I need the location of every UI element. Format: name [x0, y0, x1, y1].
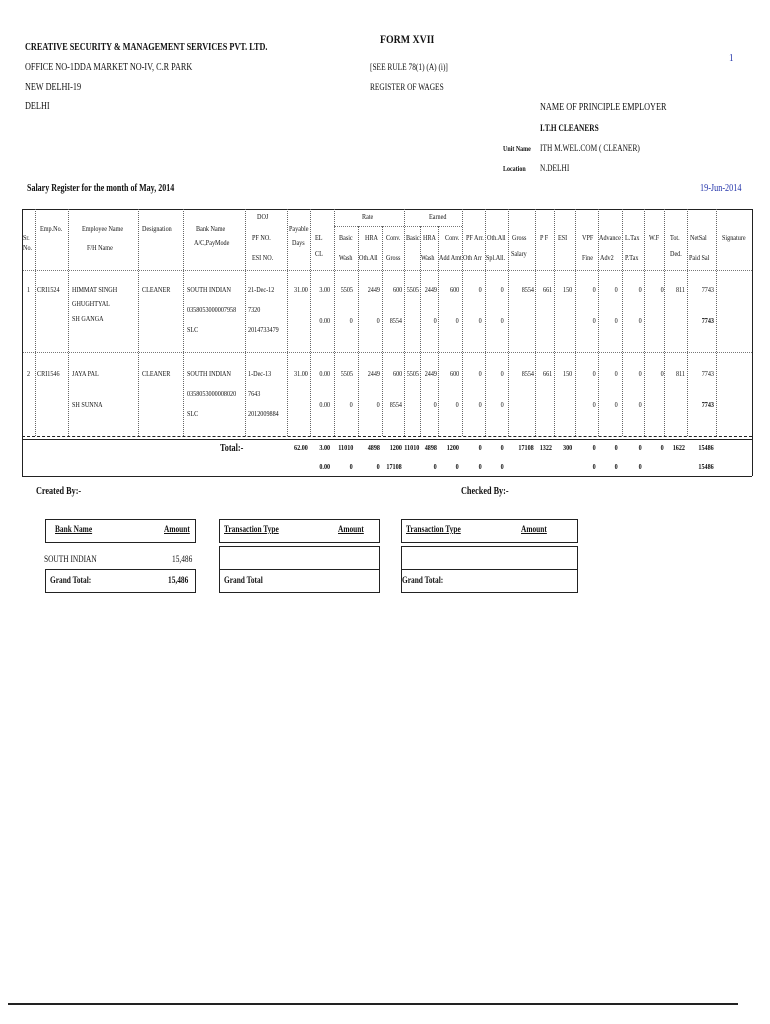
row-pf: 661 — [542, 369, 552, 378]
total-earned-conv: 1200 — [446, 443, 459, 452]
row-earned-basic: 5505 — [406, 285, 419, 294]
row-employee-name: JAYA PAL — [72, 369, 99, 378]
header-doj: DOJ — [257, 212, 269, 221]
header-vpf: VPF — [582, 233, 594, 242]
transaction-2-col-amount: Amount — [521, 524, 547, 534]
row-ptax: 0 — [638, 400, 642, 409]
total-rate-othall: 0 — [376, 462, 380, 471]
row-el: 3.00 — [319, 285, 330, 294]
row-account: 0358053000007958 — [187, 305, 237, 314]
row-earned-basic: 5505 — [406, 369, 419, 378]
header-paid-sal: Paid Sal — [689, 253, 710, 262]
header-fine: Fine — [582, 253, 593, 262]
total-rate-basic: 11010 — [337, 443, 353, 452]
header-cl: CL — [315, 249, 323, 258]
header-pf: P F — [540, 233, 549, 242]
header-signature: Signature — [722, 233, 746, 242]
header-salary: Salary — [511, 249, 527, 258]
header-rate-conv: Conv. — [386, 233, 401, 242]
transaction-1-grand-label: Grand Total — [224, 575, 263, 585]
row-ptax: 0 — [638, 316, 642, 325]
row-earned-hra: 2449 — [424, 369, 437, 378]
header-paymode: A/C,PayMode — [194, 238, 230, 247]
total-rate-hra: 4898 — [367, 443, 380, 452]
row-oth-all: 0 — [500, 369, 504, 378]
row-fine: 0 — [592, 316, 596, 325]
row-rate-othall: 0 — [376, 316, 380, 325]
form-rule: [SEE RULE 78(1) (A) (i)] — [370, 62, 448, 72]
row-cl: 0.00 — [319, 316, 330, 325]
row-earned-wash: 0 — [433, 400, 437, 409]
row-tot-ded: 811 — [675, 369, 685, 378]
row-rate-hra: 2449 — [367, 285, 380, 294]
row-paymode: SLC — [187, 409, 199, 418]
total-pf: 1322 — [539, 443, 552, 452]
form-title: FORM XVII — [380, 32, 435, 46]
header-sr: Sr. — [23, 233, 30, 242]
header-rate-wash: Wash — [339, 253, 353, 262]
total-paid-sal: 15486 — [698, 462, 714, 471]
transaction-1-col-amount: Amount — [338, 524, 364, 534]
total-gross-salary: 17108 — [518, 443, 534, 452]
row-adv2: 0 — [614, 316, 618, 325]
header-pf-no: PF NO. — [252, 233, 271, 242]
page-bottom-rule — [8, 1003, 738, 1005]
header-earned-basic: Basic — [406, 233, 420, 242]
created-by-label: Created By:- — [36, 486, 82, 497]
checked-by-label: Checked By:- — [461, 486, 509, 497]
header-rate-gross: Gross — [386, 253, 401, 262]
row-esi-no: 2012009884 — [248, 409, 279, 418]
row-gross-salary: 8554 — [521, 285, 534, 294]
header-tot: Tot. — [670, 233, 680, 242]
location-label: Location — [503, 164, 526, 173]
principal-employer-name: I.T.H CLEANERS — [540, 123, 599, 133]
header-rate: Rate — [362, 212, 374, 221]
header-employee-name: Employee Name — [82, 224, 124, 233]
row-spl-all: 0 — [500, 316, 504, 325]
row-vpf: 0 — [592, 369, 596, 378]
header-earned-conv: Conv. — [445, 233, 460, 242]
row-fine: 0 — [592, 400, 596, 409]
header-ptax: P.Tax — [625, 253, 639, 262]
row-rate-wash: 0 — [349, 400, 353, 409]
row-doj: 1-Dec-13 — [248, 369, 272, 378]
total-add-amt: 0 — [455, 462, 459, 471]
row-spl-all: 0 — [500, 400, 504, 409]
row-ltax: 0 — [638, 285, 642, 294]
row-rate-basic: 5505 — [340, 369, 353, 378]
total-spl-all: 0 — [500, 462, 504, 471]
row-oth-all: 0 — [500, 285, 504, 294]
header-wf: W.F — [649, 233, 660, 242]
row-tot-ded: 811 — [675, 285, 685, 294]
row-employee-name: HIMMAT SINGH — [72, 285, 118, 294]
bank-summary-grand-label: Grand Total: — [50, 575, 92, 585]
row-wf: 0 — [660, 285, 664, 294]
salary-period: Salary Register for the month of May, 2014 — [27, 183, 175, 194]
row-paymode: SLC — [187, 325, 199, 334]
total-vpf: 0 — [592, 443, 596, 452]
header-esi: ESI — [558, 233, 568, 242]
company-name: CREATIVE SECURITY & MANAGEMENT SERVICES PVT. LTD. — [25, 42, 268, 53]
row-esi: 150 — [562, 285, 572, 294]
row-add-amt: 0 — [455, 400, 459, 409]
report-date: 19-Jun-2014 — [700, 183, 742, 194]
row-el: 0.00 — [319, 369, 330, 378]
bank-summary-amount: 15,486 — [172, 554, 193, 564]
total-oth-arr: 0 — [478, 462, 482, 471]
row-paid-sal: 7743 — [701, 400, 714, 409]
total-earned-basic: 11010 — [403, 443, 419, 452]
row-rate-gross: 8554 — [389, 400, 402, 409]
row-vpf: 0 — [592, 285, 596, 294]
total-pf-arr: 0 — [478, 443, 482, 452]
header-adv2: Adv2 — [600, 253, 614, 262]
unit-name-label: Unit Name — [503, 144, 531, 153]
row-days: 31.00 — [294, 285, 308, 294]
row-sr: 2 — [27, 369, 31, 378]
row-paid-sal: 7743 — [701, 316, 714, 325]
company-address-3: DELHI — [25, 101, 50, 112]
row-esi: 150 — [562, 369, 572, 378]
company-address-1: OFFICE NO-1DDA MARKET NO-IV, C.R PARK — [25, 62, 193, 73]
total-days: 62.00 — [294, 443, 308, 452]
row-doj: 21-Dec-12 — [248, 285, 275, 294]
bank-summary-grand-amount: 15,486 — [168, 575, 189, 585]
row-wf: 0 — [660, 369, 664, 378]
total-el: 3.00 — [319, 443, 330, 452]
header-emp-no: Emp.No. — [40, 224, 63, 233]
header-ltax: L.Tax — [625, 233, 640, 242]
header-days: Days — [292, 238, 305, 247]
header-advance: Advance — [599, 233, 621, 242]
header-earned-hra: HRA — [423, 233, 436, 242]
header-pf-arr: PF Arr. — [466, 233, 484, 242]
total-fine: 0 — [592, 462, 596, 471]
row-pf-no: 7320 — [248, 305, 261, 314]
row-employee-name-2: GHUGHTYAL — [72, 299, 110, 308]
total-rate-wash: 0 — [349, 462, 353, 471]
row-rate-hra: 2449 — [367, 369, 380, 378]
company-address-2: NEW DELHI-19 — [25, 82, 82, 93]
total-wf: 0 — [660, 443, 664, 452]
total-ptax: 0 — [638, 462, 642, 471]
row-pf-arr: 0 — [478, 369, 482, 378]
row-esi-no: 2014733479 — [248, 325, 279, 334]
header-netsal: NetSal — [690, 233, 707, 242]
header-rate-hra: HRA — [365, 233, 378, 242]
header-add-amt: Add Amt — [439, 253, 462, 262]
header-bank-name: Bank Name — [196, 224, 226, 233]
total-esi: 300 — [562, 443, 572, 452]
header-payable: Payable — [289, 224, 309, 233]
row-days: 31.00 — [294, 369, 308, 378]
row-rate-basic: 5505 — [340, 285, 353, 294]
transaction-1-col-type: Transaction Type — [224, 524, 279, 534]
header-designation: Designation — [142, 224, 172, 233]
row-designation: CLEANER — [142, 369, 171, 378]
total-adv2: 0 — [614, 462, 618, 471]
total-netsal: 15486 — [698, 443, 714, 452]
total-advance: 0 — [614, 443, 618, 452]
row-pf: 661 — [542, 285, 552, 294]
totals-label: Total:- — [220, 443, 244, 454]
header-earned: Earned — [429, 212, 447, 221]
page-number: 1 — [729, 52, 734, 64]
row-emp-no: CRI1546 — [37, 369, 60, 378]
total-oth-all: 0 — [500, 443, 504, 452]
header-el: EL — [315, 233, 323, 242]
row-cl: 0.00 — [319, 400, 330, 409]
row-earned-hra: 2449 — [424, 285, 437, 294]
row-advance: 0 — [614, 285, 618, 294]
total-rate-gross: 17108 — [386, 462, 402, 471]
row-earned-wash: 0 — [433, 316, 437, 325]
row-oth-arr: 0 — [478, 316, 482, 325]
row-fh-name: SH GANGA — [72, 314, 104, 323]
row-rate-conv: 600 — [392, 285, 402, 294]
row-earned-conv: 600 — [449, 285, 459, 294]
header-fh-name: F/H Name — [87, 243, 113, 252]
row-bank: SOUTH INDIAN — [187, 369, 231, 378]
row-fh-name: SH SUNNA — [72, 400, 103, 409]
bank-summary-bank: SOUTH INDIAN — [44, 554, 97, 564]
row-oth-arr: 0 — [478, 400, 482, 409]
unit-name-value: ITH M.WEL.COM ( CLEANER) — [540, 143, 640, 153]
register-title: REGISTER OF WAGES — [370, 82, 444, 92]
row-adv2: 0 — [614, 400, 618, 409]
row-emp-no: CRI1524 — [37, 285, 60, 294]
header-spl-all: Spl.All. — [486, 253, 506, 262]
total-cl: 0.00 — [319, 462, 330, 471]
row-earned-conv: 600 — [449, 369, 459, 378]
row-sr: 1 — [27, 285, 31, 294]
total-earned-hra: 4898 — [424, 443, 437, 452]
row-rate-conv: 600 — [392, 369, 402, 378]
row-ltax: 0 — [638, 369, 642, 378]
row-rate-wash: 0 — [349, 316, 353, 325]
header-ded: Ded. — [670, 249, 682, 258]
header-oth-arr: Oth Arr — [463, 253, 482, 262]
header-earned-wash: Wash — [421, 253, 435, 262]
header-gross: Gross — [512, 233, 527, 242]
bank-summary-col-bank: Bank Name — [55, 524, 93, 534]
total-earned-wash: 0 — [433, 462, 437, 471]
row-designation: CLEANER — [142, 285, 171, 294]
transaction-2-col-type: Transaction Type — [406, 524, 461, 534]
row-account: 0358053000008020 — [187, 389, 237, 398]
row-netsal: 7743 — [701, 285, 714, 294]
row-gross-salary: 8554 — [521, 369, 534, 378]
header-rate-othall: Oth.All — [359, 253, 378, 262]
row-pf-arr: 0 — [478, 285, 482, 294]
total-tot-ded: 1622 — [672, 443, 685, 452]
bank-summary-col-amount: Amount — [164, 524, 190, 534]
location-value: N.DELHI — [540, 163, 570, 173]
header-esi-no: ESI NO. — [252, 253, 274, 262]
principal-employer-heading: NAME OF PRINCIPLE EMPLOYER — [540, 102, 667, 113]
row-advance: 0 — [614, 369, 618, 378]
row-rate-gross: 8554 — [389, 316, 402, 325]
row-bank: SOUTH INDIAN — [187, 285, 231, 294]
header-rate-basic: Basic — [339, 233, 353, 242]
row-add-amt: 0 — [455, 316, 459, 325]
total-ltax: 0 — [638, 443, 642, 452]
transaction-2-grand-label: Grand Total: — [402, 575, 444, 585]
row-netsal: 7743 — [701, 369, 714, 378]
row-pf-no: 7643 — [248, 389, 261, 398]
header-oth-all: Oth.All — [487, 233, 506, 242]
header-no: No. — [23, 243, 33, 252]
row-rate-othall: 0 — [376, 400, 380, 409]
total-rate-conv: 1200 — [389, 443, 402, 452]
